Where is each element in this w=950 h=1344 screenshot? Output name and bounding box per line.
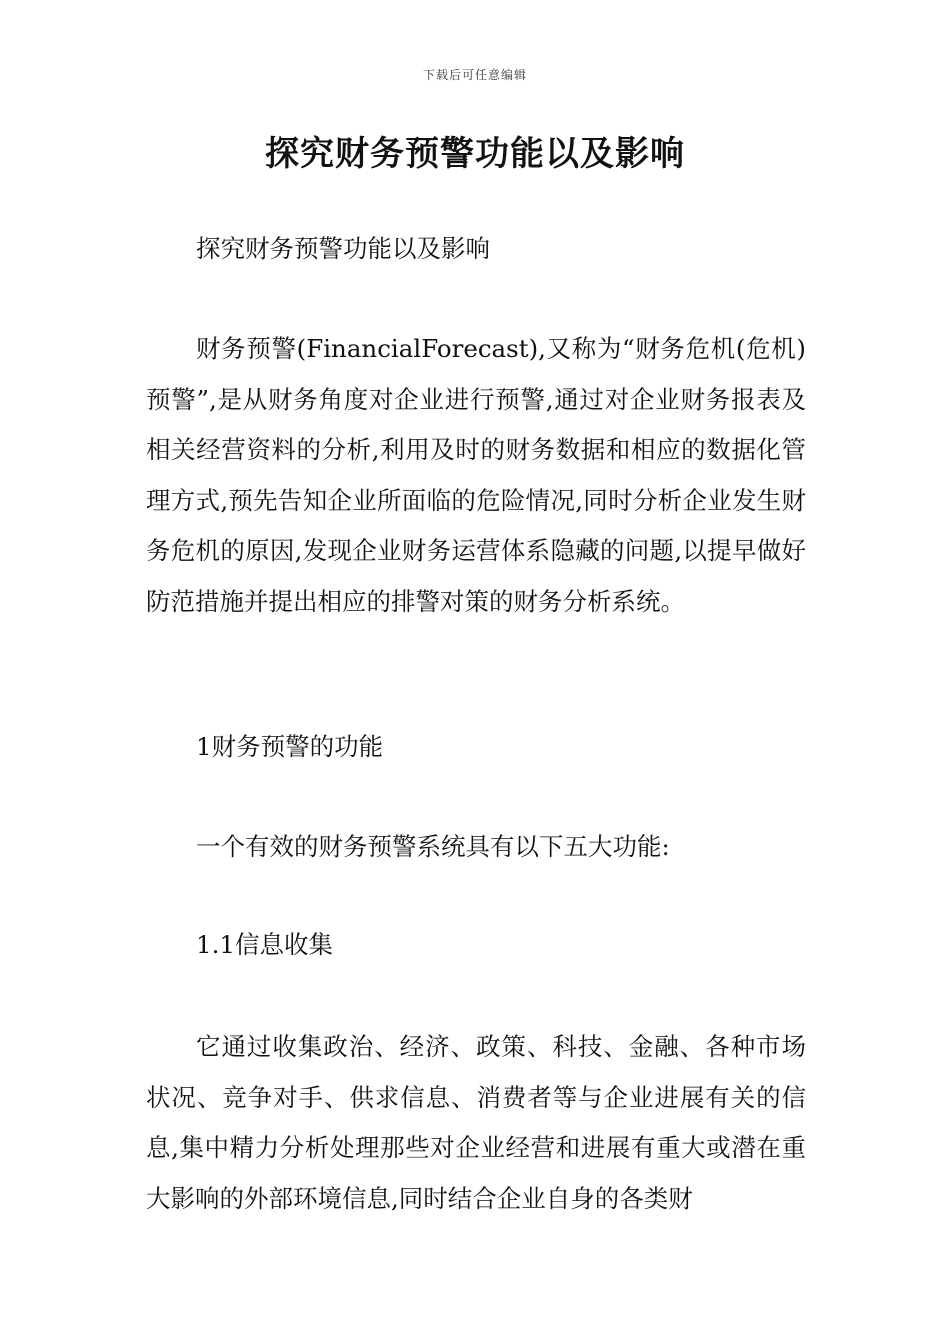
info-collection-paragraph: 它通过收集政治、经济、政策、科技、金融、各种市场状况、竞争对手、供求信息、消费者等与企业进展有关的信息,集中精力分析处理那些对企业经营和进展有重大或潜在重大影响的外部环境信息,同时结合企业自身的各类财 [146, 1032, 806, 1213]
document-title: 探究财务预警功能以及影响 [265, 134, 685, 174]
intro-paragraph: 财务预警(FinancialForecast),又称为“财务危机(危机)预警”,是从财务角度对企业进行预警,通过对企业财务报表及相关经营资料的分析,利用及时的财务数据和相应的数据化管理方式,预先告知企业所面临的危险情况,同时分析企业发生财务危机的原因,发现企业财务运营体系隐藏的问题,以提早做好防范措施并提出相应的排警对策的财务分析系统。 [146, 334, 806, 616]
five-functions-paragraph: 一个有效的财务预警系统具有以下五大功能: [196, 832, 670, 861]
header-note: 下载后可任意编辑 [422, 68, 527, 82]
subtitle-paragraph: 探究财务预警功能以及影响 [196, 234, 490, 263]
section-heading-1: 1财务预警的功能 [196, 732, 384, 761]
section-heading-1-1: 1.1信息收集 [196, 930, 333, 959]
